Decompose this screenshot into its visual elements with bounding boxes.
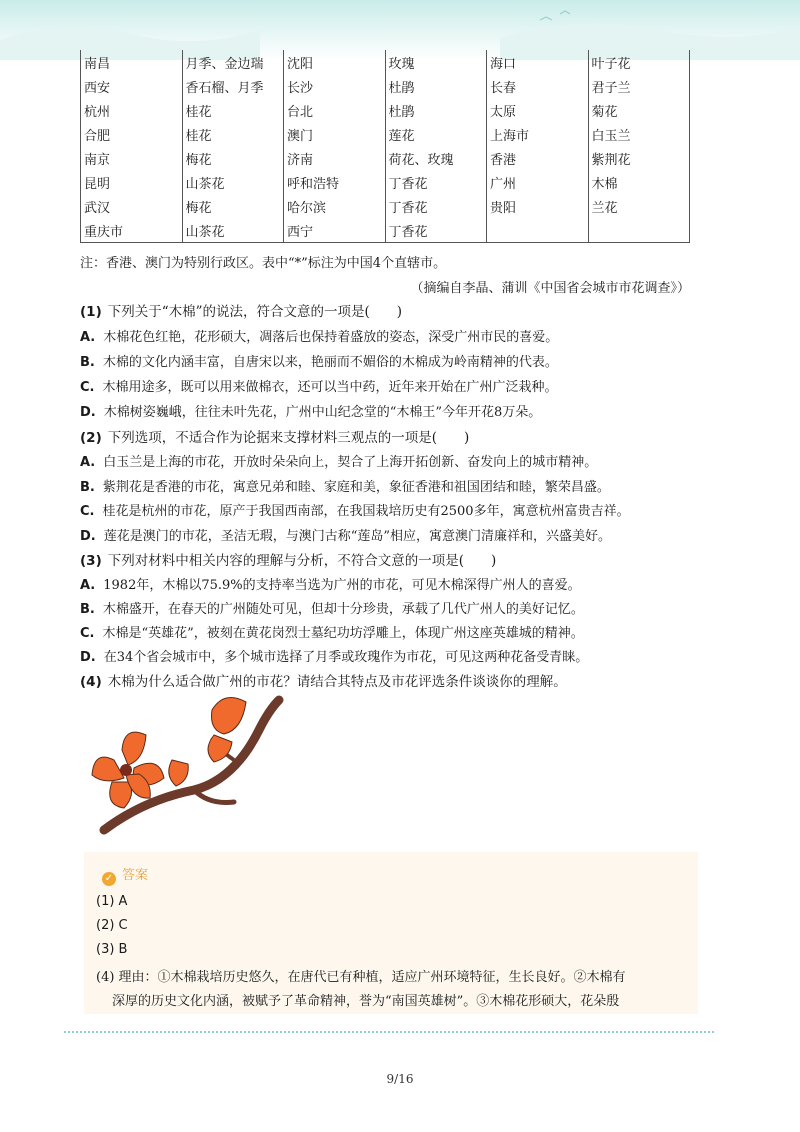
table-cell: 月季、金边瑞	[182, 50, 284, 74]
table-cell: 南京	[81, 146, 183, 170]
table-cell: 君子兰	[588, 74, 690, 98]
table-cell: 长春	[487, 74, 589, 98]
q2-option-b	[80, 476, 610, 495]
question-stem: 下列对材料中相关内容的理解与分析，不符合文意的一项是( )	[107, 553, 497, 569]
option-text: 木棉盛开，在春天的广州随处可见，但却十分珍贵，承载了几代广州人的美好记忆。	[102, 602, 584, 617]
q1-option-a	[80, 326, 558, 345]
option-text: 在34个省会城市中，多个城市选择了月季或玫瑰作为市花，可见这两种花备受青睐。	[103, 650, 589, 665]
table-cell: 合肥	[81, 122, 183, 146]
q3-option-d	[80, 646, 588, 665]
option-text: 木棉树姿巍峨，往往未叶先花，广州中山纪念堂的“木棉王”今年开花8万朵。	[103, 405, 542, 420]
table-cell: 香港	[487, 146, 589, 170]
question-4	[80, 670, 567, 690]
option-text: 木棉用途多，既可以用来做棉衣，还可以当中药，近年来开始在广州广泛栽种。	[102, 380, 558, 395]
option-letter: A.	[80, 578, 96, 593]
table-cell: 梅花	[182, 194, 284, 218]
table-cell: 兰花	[588, 194, 690, 218]
table-row	[81, 50, 690, 74]
table-row	[81, 74, 690, 98]
question-number: (1)	[80, 304, 102, 320]
answer-item: (3) B	[96, 942, 128, 957]
question-number: (3)	[80, 553, 102, 569]
table-cell: 丁香花	[385, 194, 487, 218]
question-stem: 下列选项，不适合作为论据来支撑材料三观点的一项是( )	[107, 430, 470, 446]
option-letter: A.	[80, 330, 96, 345]
answer-section	[84, 852, 698, 1014]
table-row	[81, 218, 690, 243]
table-row	[81, 146, 690, 170]
table-cell: 山茶花	[182, 218, 284, 243]
q1-option-d	[80, 401, 541, 420]
q3-option-c	[80, 622, 584, 641]
table-cell: 昆明	[81, 170, 183, 194]
dotted-divider	[64, 1031, 714, 1033]
table-cell: 武汉	[81, 194, 183, 218]
q1-option-b	[80, 351, 558, 370]
table-cell: 上海市	[487, 122, 589, 146]
question-number: (4)	[80, 674, 102, 690]
table-cell: 香石榴、月季	[182, 74, 284, 98]
option-letter: C.	[80, 504, 95, 519]
table-cell: 广州	[487, 170, 589, 194]
table-cell: 杭州	[81, 98, 183, 122]
option-letter: B.	[80, 602, 95, 617]
q1-option-c	[80, 376, 558, 395]
option-text: 紫荆花是香港的市花，寓意兄弟和睦、家庭和美，象征香港和祖国团结和睦，繁荣昌盛。	[102, 480, 610, 495]
answer-item: (1) A	[96, 894, 128, 909]
table-cell: 杜鹃	[385, 74, 487, 98]
option-letter: D.	[80, 650, 96, 665]
table-cell: 哈尔滨	[284, 194, 386, 218]
table-cell: 南昌	[81, 50, 183, 74]
table-cell: 呼和浩特	[284, 170, 386, 194]
q2-option-c	[80, 500, 630, 519]
option-text: 白玉兰是上海的市花，开放时朵朵向上，契合了上海开拓创新、奋发向上的城市精神。	[103, 455, 598, 470]
option-text: 1982年，木棉以75.9%的支持率当选为广州的市花，可见木棉深得广州人的喜爱。	[103, 578, 581, 593]
table-cell: 重庆市	[81, 218, 183, 243]
table-cell: 玫瑰	[385, 50, 487, 74]
table-row	[81, 194, 690, 218]
option-text: 木棉的文化内涵丰富，自唐宋以来，艳丽而不媚俗的木棉成为岭南精神的代表。	[102, 355, 558, 370]
table-cell: 丁香花	[385, 218, 487, 243]
city-flower-table	[80, 50, 690, 243]
option-letter: C.	[80, 626, 95, 641]
q3-option-a	[80, 574, 581, 593]
question-3	[80, 549, 496, 569]
question-stem: 下列关于“木棉”的说法，符合文意的一项是( )	[107, 304, 403, 320]
table-cell: 荷花、玫瑰	[385, 146, 487, 170]
answer-header	[102, 864, 148, 886]
table-cell: 西安	[81, 74, 183, 98]
q2-option-a	[80, 451, 597, 470]
table-cell: 太原	[487, 98, 589, 122]
table-cell: 澳门	[284, 122, 386, 146]
table-cell: 白玉兰	[588, 122, 690, 146]
city-flower-table-wrapper	[80, 50, 690, 243]
question-stem: 木棉为什么适合做广州的市花？请结合其特点及市花评选条件谈谈你的理解。	[107, 674, 567, 690]
option-text: 木棉是“英雄花”，被刻在黄花岗烈士墓纪功坊浮雕上，体现广州这座英雄城的精神。	[102, 626, 584, 641]
table-cell: 莲花	[385, 122, 487, 146]
table-cell: 梅花	[182, 146, 284, 170]
table-cell: 紫荆花	[588, 146, 690, 170]
answer-item: (2) C	[96, 918, 128, 933]
question-1	[80, 300, 402, 320]
table-cell: 叶子花	[588, 50, 690, 74]
option-letter: B.	[80, 355, 95, 370]
table-cell: 贵阳	[487, 194, 589, 218]
table-cell: 桂花	[182, 122, 284, 146]
table-cell: 长沙	[284, 74, 386, 98]
table-cell: 木棉	[588, 170, 690, 194]
table-cell: 济南	[284, 146, 386, 170]
source-citation: （摘编自李晶、蒲训《中国省会城市市花调查》）	[410, 281, 690, 296]
answer-label: 答案	[122, 868, 149, 883]
table-cell: 沈阳	[284, 50, 386, 74]
table-cell	[487, 218, 589, 243]
option-letter: D.	[80, 405, 96, 420]
table-cell: 山茶花	[182, 170, 284, 194]
table-note: 注：香港、澳门为特别行政区。表中“*”标注为中国4个直辖市。	[80, 256, 447, 271]
option-letter: A.	[80, 455, 96, 470]
table-row	[81, 170, 690, 194]
page-number: 9/16	[386, 1072, 414, 1086]
option-letter: B.	[80, 480, 95, 495]
table-cell: 杜鹃	[385, 98, 487, 122]
kapok-flower-illustration	[84, 690, 284, 840]
q3-option-b	[80, 598, 584, 617]
table-cell: 台北	[284, 98, 386, 122]
option-text: 木棉花色红艳，花形硕大，凋落后也保持着盛放的姿态，深受广州市民的喜爱。	[103, 330, 559, 345]
q2-option-d	[80, 525, 611, 544]
table-cell: 菊花	[588, 98, 690, 122]
table-cell: 海口	[487, 50, 589, 74]
option-letter: C.	[80, 380, 95, 395]
table-row	[81, 122, 690, 146]
table-cell: 丁香花	[385, 170, 487, 194]
table-row	[81, 98, 690, 122]
question-2	[80, 426, 469, 446]
table-cell: 桂花	[182, 98, 284, 122]
table-cell	[588, 218, 690, 243]
table-cell: 西宁	[284, 218, 386, 243]
check-circle-icon: ✓	[102, 872, 116, 886]
answer-q4-line-1: (4) 理由：①木棉栽培历史悠久，在唐代已有种植，适应广州环境特征，生长良好。②木棉有	[96, 970, 626, 985]
option-text: 莲花是澳门的市花，圣洁无瑕，与澳门古称“莲岛”相应，寓意澳门清廉祥和，兴盛美好。	[103, 529, 612, 544]
answer-q4-line-2: 深厚的历史文化内涵，被赋予了革命精神，誉为“南国英雄树”。③木棉花形硕大，花朵殷	[112, 994, 620, 1009]
option-letter: D.	[80, 529, 96, 544]
option-text: 桂花是杭州的市花，原产于我国西南部，在我国栽培历史有2500多年，寓意杭州富贵吉祥。	[102, 504, 630, 519]
question-number: (2)	[80, 430, 102, 446]
